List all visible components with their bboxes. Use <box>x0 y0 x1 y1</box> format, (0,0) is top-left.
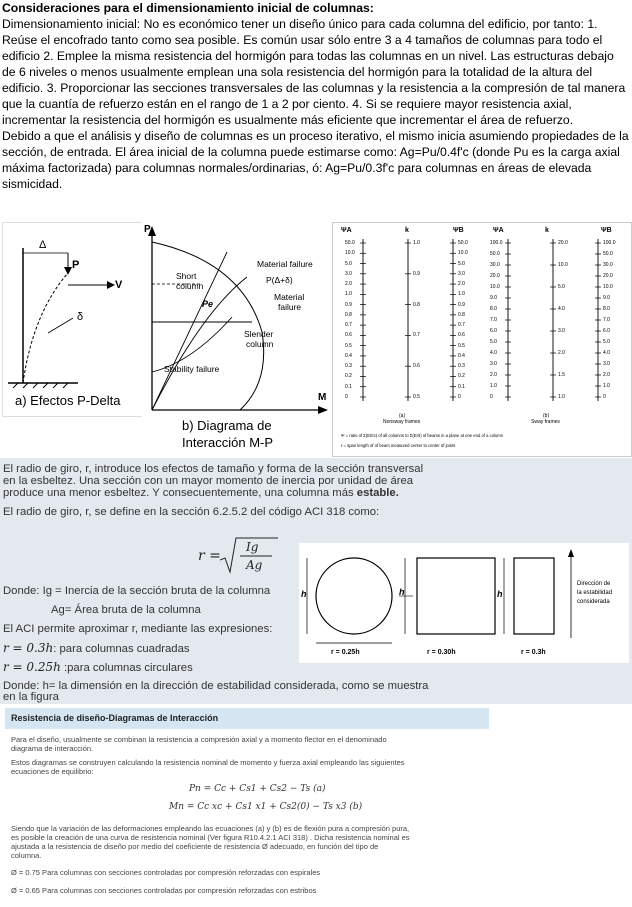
sway-k-tick-label: 2.0 <box>558 350 565 356</box>
sway-psi-a-tick-label: 2.0 <box>490 372 497 378</box>
label-stability-failure: Stability failure <box>164 364 220 374</box>
nonsway-psi-b-tick-label: 50.0 <box>458 240 468 246</box>
caption-sway-b: (b) <box>543 413 550 419</box>
label-material-failure: Material failure <box>257 259 313 269</box>
nonsway-psi-b-tick-label: 0.6 <box>458 332 465 339</box>
h-label-rect: h <box>497 589 503 599</box>
design-p3b: es posible la creación de una curva de resistencia nominal (Ver figura R10.4.2.1 ACI 318) . Dicha resistencia nominal es <box>11 833 410 842</box>
nonsway-psi-a-tick-label: 0.6 <box>345 332 352 339</box>
dir-label-2: la estabilidad <box>577 590 613 596</box>
sway-psi-b-tick-label: 0 <box>603 394 606 400</box>
caption-interaction-2: Interacción M-P <box>182 435 274 450</box>
label-delta: Δ <box>39 239 47 251</box>
sway-psi-a-tick-label: 50.0 <box>490 251 500 257</box>
design-p3d: columna. <box>11 851 42 860</box>
nonsway-psi-b-tick-label: 1.0 <box>458 291 465 298</box>
phi-ties: Ø = 0.65 Para columnas con secciones controladas por compresión reforzadas con estribos <box>11 886 317 895</box>
equation-a: Pn = Cc + Cs1 + Cs2 − Ts (a) <box>189 784 326 794</box>
nonsway-psi-a-tick-label: 10.0 <box>345 250 355 257</box>
intro-text <box>2 0 630 192</box>
design-title: Resistencia de diseño-Diagramas de Interacción <box>11 713 219 723</box>
nonsway-psi-a-tick-label: 0.8 <box>345 311 352 318</box>
nonsway-psi-a-tick-label: 1.0 <box>345 291 352 298</box>
dir-label-1: Dirección de <box>577 581 611 587</box>
donde-ig: Donde: Ig = Inercia de la sección bruta de la columna <box>3 585 271 597</box>
nonsway-psi-b-tick-label: 0.3 <box>458 363 465 370</box>
radius-line-3 <box>3 487 399 499</box>
caption-nonsway: Nonsway frames <box>383 419 421 425</box>
sway-psi-b-tick-label: 30.0 <box>603 262 613 268</box>
nonsway-psi-b-tick-label: 0.2 <box>458 373 465 380</box>
label-p: P <box>72 259 80 271</box>
design-p2b: ecuaciones de equilibrio: <box>11 767 94 776</box>
nonsway-psi-a-tick-label: 3.0 <box>345 270 352 277</box>
sway-psi-b-tick-label: 4.0 <box>603 350 610 356</box>
nonsway-psi-b-tick-label: 0.8 <box>458 311 465 318</box>
nomograph-note-1: Ψ = ratio of Σ(EI/ℓc) of all columns to Σ(EI/ℓ) of beams in a plane at one end of a column <box>341 433 504 438</box>
sway-psi-b-tick-label: 1.0 <box>603 383 610 389</box>
nonsway-psi-a-tick-label: 2.0 <box>345 281 352 288</box>
caption-interaction-1: b) Diagrama de <box>182 418 272 433</box>
nonsway-psi-a-tick-label: 0.9 <box>345 301 352 308</box>
formula-numerator: Ig <box>246 540 259 554</box>
label-pe: Pe <box>202 299 214 309</box>
sections-figure <box>299 543 629 663</box>
nomograph-drawing <box>333 223 631 413</box>
sway-psi-b-tick-label: 8.0 <box>603 306 610 312</box>
nonsway-k-tick-label: 0.6 <box>413 363 420 370</box>
nonsway-psi-a-tick-label: 0.1 <box>345 383 352 390</box>
nonsway-k-tick-label: 1.0 <box>413 240 420 246</box>
sway-psi-a-tick-label: 8.0 <box>490 306 497 312</box>
figure-p-delta <box>2 222 144 417</box>
sway-psi-a-tick-label: 9.0 <box>490 295 497 301</box>
sway-psi-a-tick-label: 6.0 <box>490 328 497 334</box>
label-failure: failure <box>278 302 302 312</box>
sway-psi-a-tick-label: 1.0 <box>490 383 497 389</box>
formula-r <box>198 536 278 576</box>
nonsway-psi-b-tick-label: 0.5 <box>458 342 465 349</box>
p-delta-drawing <box>3 223 143 416</box>
nonsway-psi-a-tick-label: 0.3 <box>345 363 352 370</box>
radius-of-gyration-section <box>0 458 632 704</box>
sway-psi-b-tick-label: 9.0 <box>603 295 610 301</box>
sway-psi-a-tick-label: 30.0 <box>490 262 500 268</box>
expr-circle-text: :para columnas circulares <box>60 662 193 674</box>
caption-square: r = 0.30h <box>427 649 456 656</box>
nonsway-psi-b-tick-label: 0.9 <box>458 301 465 308</box>
expr-square <box>3 642 190 655</box>
caption-sway: Sway frames <box>531 419 560 425</box>
axis-m-label: M <box>318 392 327 403</box>
label-short-column: column <box>176 281 204 291</box>
sway-psi-a-tick-label: 4.0 <box>490 350 497 356</box>
label-material: Material <box>274 292 305 302</box>
design-p2a: Estos diagramas se construyen calculando la resistencia nominal de momento y fuerza axial empleando las siguientes <box>11 758 405 767</box>
intro-title: Consideraciones para el dimensionamiento inicial de columnas: <box>2 1 374 15</box>
h-label-square: h <box>399 587 405 597</box>
nonsway-k-tick-label: 0.9 <box>413 270 420 277</box>
sway-psi-a-tick-label: 20.0 <box>490 273 500 279</box>
nonsway-psi-a-tick-label: 0.2 <box>345 373 352 380</box>
header-k-left: k <box>405 227 409 234</box>
caption-circle: r = 0.25h <box>331 649 360 656</box>
intro-paragraph-1: Dimensionamiento inicial: No es económico tener un diseño único para cada columna del edificio, por tanto: 1. Reúse el encofrado tanto como sea posible. Es común usar sólo entre 3 a 4 tamaños de columnas para todo el edificio 2. Emplee la misma resistencia del hormigón para todas las columnas en un nivel. Las estructuras debajo de 6 niveles o menos usualmente emplean una sola resistencia del hormigón para la totalidad de la altura del edificio. 3. Proporcionar las secciones transversales de las columnas y la resistencia a la compresión de tal manera que la cuantía de refuerzo están en el rango de 1 a 2 por ciento. 4. Si se requiere mayor resistencia axial, incrementar la resistencia del hormigón es usualmente más eficiente que incrementar el área de refuerzo. <box>2 17 626 127</box>
sway-k-tick-label: 10.0 <box>558 262 568 268</box>
formula-r-lhs: r = <box>198 548 221 564</box>
label-v: V <box>115 279 123 291</box>
sway-psi-b-tick-label: 50.0 <box>603 251 613 257</box>
nonsway-k-tick-label: 0.8 <box>413 301 420 308</box>
nonsway-psi-a-tick-label: 0 <box>345 394 348 400</box>
sway-psi-a-tick-label: 7.0 <box>490 317 497 323</box>
sway-psi-b-tick-label: 100.0 <box>603 240 616 246</box>
sway-psi-a-tick-label: 100.0 <box>490 240 503 246</box>
expr-circle-math: r = 0.25h <box>3 660 61 674</box>
nonsway-k-tick-label: 0.7 <box>413 332 420 339</box>
label-short: Short <box>176 271 197 281</box>
label-slender-column: column <box>246 339 274 349</box>
design-p3a: Siendo que la variación de las deformaciones empleando las ecuaciones (a) y (b) es de flexión pura a compresión pura, <box>11 824 410 833</box>
sway-k-tick-label: 1.0 <box>558 394 565 400</box>
nonsway-psi-a-tick-label: 5.0 <box>345 260 352 267</box>
sway-psi-a-tick-label: 0 <box>490 394 493 400</box>
sway-psi-b-tick-label: 2.0 <box>603 372 610 378</box>
header-psi-a-left: ΨA <box>341 227 352 234</box>
design-p1b: diagrama de interacción. <box>11 744 94 753</box>
sway-psi-b-tick-label: 3.0 <box>603 361 610 367</box>
header-psi-b-left: ΨB <box>453 227 464 234</box>
header-psi-a-right: ΨA <box>493 227 504 234</box>
nonsway-psi-a-tick-label: 0.4 <box>345 352 352 359</box>
nonsway-k-tick-label: 0.5 <box>413 394 420 400</box>
label-p-delta: P(Δ+δ) <box>266 275 293 285</box>
expr-circle <box>3 661 193 674</box>
design-p1a: Para el diseño, usualmente se combinan la resistencia a compresión axial y a momento flector en el denominado <box>11 735 387 744</box>
sway-k-tick-label: 5.0 <box>558 284 565 290</box>
nonsway-psi-b-tick-label: 0.4 <box>458 352 465 359</box>
sway-psi-b-tick-label: 5.0 <box>603 339 610 345</box>
sway-psi-b-tick-label: 7.0 <box>603 317 610 323</box>
nonsway-psi-a-tick-label: 0.5 <box>345 342 352 349</box>
sway-psi-a-tick-label: 5.0 <box>490 339 497 345</box>
radius-definition: El radio de giro, r, se define en la sección 6.2.5.2 del código ACI 318 como: <box>3 506 380 518</box>
sway-psi-b-tick-label: 6.0 <box>603 328 610 334</box>
label-small-delta: δ <box>77 311 84 323</box>
dir-label-3: considerada <box>577 599 610 605</box>
caption-rect: r = 0.3h <box>521 649 546 656</box>
donde-h-1: Donde: h= la dimensión en la dirección de estabilidad considerada, como se muestra <box>3 680 429 692</box>
expr-square-text: : para columnas cuadradas <box>53 643 190 655</box>
radius-line-3-text: produce una menor esbeltez. Y consecuentemente, una columna más <box>3 487 354 499</box>
sway-psi-b-tick-label: 10.0 <box>603 284 613 290</box>
nonsway-psi-b-tick-label: 10.0 <box>458 250 468 257</box>
nonsway-psi-a-tick-label: 0.7 <box>345 322 352 329</box>
design-resistance-card <box>5 708 489 907</box>
axis-p-label: P <box>144 224 151 235</box>
sway-psi-a-tick-label: 10.0 <box>490 284 500 290</box>
caption-p-delta: a) Efectos P-Delta <box>15 393 121 408</box>
expr-square-math: r = 0.3h <box>3 641 54 655</box>
intro-paragraph-2: Debido a que el análisis y diseño de columnas es un proceso iterativo, el mismo inicia asumiendo propiedades de la sección, de entrada. El área inicial de la columna puede estimarse como: Ag=Pu/0.4f'c (donde Pu es la carga axial máxima factorizada) para columnas normales/ordinarias, ó: Ag=Pu/0.3f'c para columnas en áreas de elevada sismicidad. <box>2 129 629 191</box>
equation-b: Mn = Cc xc + Cs1 x1 + Cs2(0) − Ts x3 (b) <box>169 802 363 812</box>
design-p3c: ajustada a la resistencia de diseño por medio del coeficiente de resistencia Ø adecuado, en función del tipo de <box>11 842 379 851</box>
h-label-circle: h <box>301 589 307 599</box>
nomograph-note-2: ℓ = span length of of beam measured center to center of joints <box>341 443 456 448</box>
sway-k-tick-label: 20.0 <box>558 240 568 246</box>
nonsway-psi-b-tick-label: 3.0 <box>458 270 465 277</box>
nonsway-psi-b-tick-label: 0.1 <box>458 383 465 390</box>
radius-line-1: El radio de giro, r, introduce los efectos de tamaño y forma de la sección transversal <box>3 463 424 475</box>
header-k-right: k <box>545 227 549 234</box>
radius-line-2: en la esbeltez. Una sección con un mayor momento de inercia por unidad de área <box>3 475 414 487</box>
radius-line-3-bold: estable. <box>356 487 399 499</box>
nonsway-psi-b-tick-label: 0.7 <box>458 322 465 329</box>
ag-def: Ag= Área bruta de la columna <box>51 604 201 616</box>
header-psi-b-right: ΨB <box>601 227 612 234</box>
donde-h-2: en la figura <box>3 691 59 703</box>
figure-nomograph <box>332 222 632 457</box>
figure-interaction-mp <box>142 222 330 455</box>
nonsway-psi-b-tick-label: 5.0 <box>458 260 465 267</box>
sway-k-tick-label: 1.5 <box>558 372 565 378</box>
caption-nonsway-a: (a) <box>399 413 406 419</box>
formula-denominator: Ag <box>246 558 263 572</box>
sway-psi-a-tick-label: 3.0 <box>490 361 497 367</box>
nonsway-psi-b-tick-label: 0 <box>458 394 461 400</box>
aci-approx: El ACI permite aproximar r, mediante las expresiones: <box>3 623 273 635</box>
sway-psi-b-tick-label: 20.0 <box>603 273 613 279</box>
nonsway-psi-a-tick-label: 50.0 <box>345 240 355 246</box>
sway-k-tick-label: 3.0 <box>558 328 565 334</box>
phi-spirals: Ø = 0.75 Para columnas con secciones controladas por compresión reforzadas con espirales <box>11 868 321 877</box>
label-slender: Slender <box>244 329 274 339</box>
sway-k-tick-label: 4.0 <box>558 306 565 312</box>
nonsway-psi-b-tick-label: 2.0 <box>458 281 465 288</box>
